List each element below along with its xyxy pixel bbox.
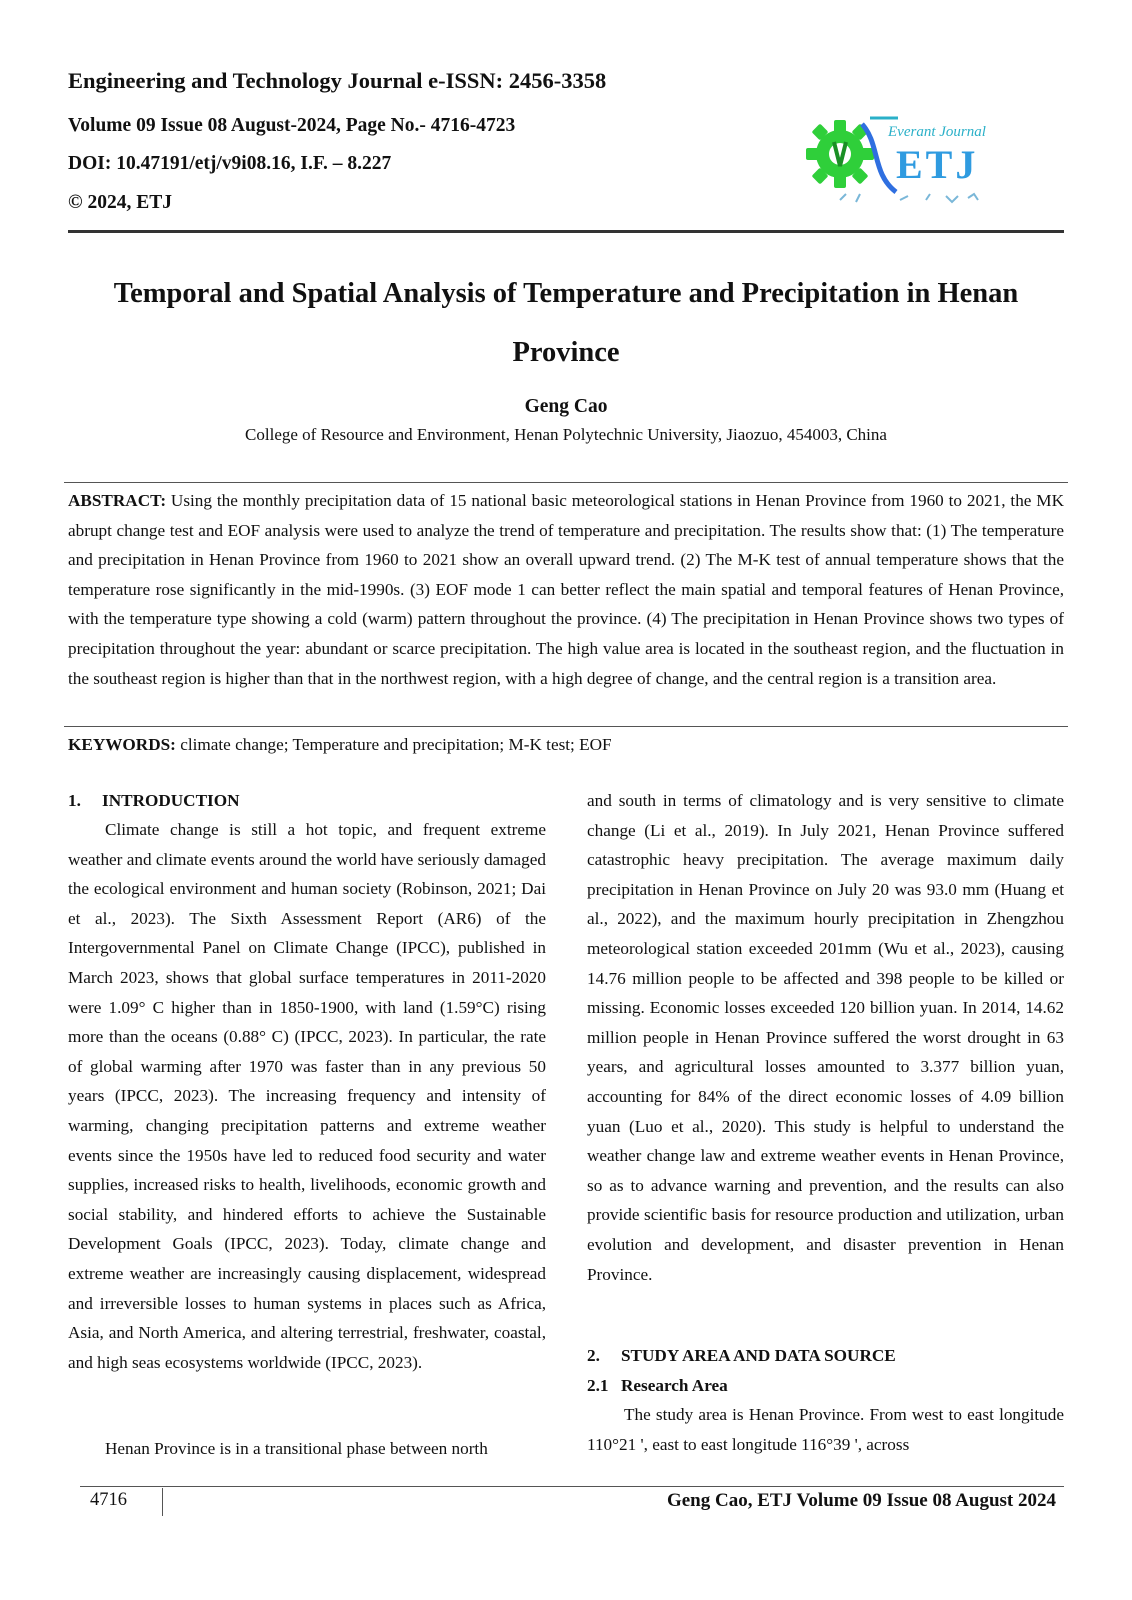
author-name: Geng Cao: [524, 396, 608, 417]
research-area-paragraph: The study area is Henan Province. From west to east longitude 110°21 ', east to east longitude 116°39 ', across: [587, 1405, 1064, 1454]
abstract-top-rule: [64, 482, 1068, 483]
subsection-heading-research-area: [587, 1371, 1064, 1401]
logo-letters: ETJ: [896, 142, 979, 187]
footer-separator: [162, 1488, 163, 1516]
issue-info: Volume 09 Issue 08 August-2024, Page No.- 4716-4723: [68, 115, 516, 136]
journal-logo: [800, 104, 1020, 212]
logo-top-text: Everant Journal: [888, 124, 986, 140]
intro-paragraph-2-continued: and south in terms of climatology and is very sensitive to climate change (Li et al., 2019). In July 2021, Henan Province suffered catastrophic heavy precipitation. The average maximum daily precipitation in Henan Province on July 20 was 93.0 mm (Huang et al., 2022), and the maximum hourly precipitation in Zhengzhou meteorological station exceeded 201mm (Wu et al., 2023), causing 14.76 million people to be affected and 398 people to be killed or missing. Economic losses exceeded 120 billion yuan. In 2014, 14.62 million people in Henan Province suffered the worst drought in 63 years, and agricultural losses amounted to 3.377 billion yuan, accounting for 84% of the direct economic losses of 4.09 billion yuan (Luo et al., 2020). This study is helpful to understand the weather change law and extreme weather events in Henan Province, so as to advance warning and prevention, and the results can also provide scientific basis for resource production and utilization, urban evolution and development, and disaster prevention in Henan Province.: [587, 791, 1064, 1284]
intro-paragraph-2: Henan Province is in a transitional phase between north: [105, 1439, 488, 1458]
footer-rule: [80, 1486, 1064, 1487]
keywords-label: KEYWORDS:: [68, 735, 176, 754]
section-heading-introduction: [68, 786, 546, 816]
keywords: [68, 730, 1064, 759]
abstract-text: Using the monthly precipitation data of 15 national basic meteorological stations in Henan Province from 1960 to 2021, the MK abrupt change test and EOF analysis were used to analyze the trend of temperature and precipitation. The results show that: (1) The temperature and precipitation in Henan Province from 1960 to 2021 show an overall upward trend. (2) The M-K test of annual temperature shows that the temperature rose significantly in the mid-1990s. (3) EOF mode 1 can better reflect the main spatial and temporal features of Henan Province, with the temperature type showing a cold (warm) pattern throughout the province. (4) The precipitation in Henan Province shows two types of precipitation throughout the year: abundant or scarce precipitation. The high value area is located in the southeast region, and the fluctuation in the southeast region is higher than that in the northwest region, with a high degree of change, and the central region is a transition area.: [68, 491, 1064, 688]
keywords-text: climate change; Temperature and precipitation; M-K test; EOF: [175, 735, 612, 754]
paper-title: Temporal and Spatial Analysis of Temperature and Precipitation in Henan Province: [113, 278, 1019, 368]
abstract-label: ABSTRACT:: [68, 491, 167, 510]
doi-info: DOI: 10.47191/etj/v9i08.16, I.F. – 8.227: [68, 153, 392, 174]
abstract-bottom-rule: [64, 726, 1068, 727]
section-title: INTRODUCTION: [102, 791, 240, 810]
copyright: © 2024, ETJ: [68, 192, 172, 213]
section-title: STUDY AREA AND DATA SOURCE: [621, 1346, 896, 1365]
footer-citation: Geng Cao, ETJ Volume 09 Issue 08 August 2024: [666, 1490, 1056, 1511]
section-number: 1.: [68, 791, 81, 810]
abstract: [68, 486, 1064, 693]
header-rule: [68, 230, 1064, 233]
section-heading-study-area: [587, 1341, 1064, 1371]
journal-name: Engineering and Technology Journal e-ISSN: 2456-3358: [68, 68, 607, 93]
intro-paragraph-1: Climate change is still a hot topic, and frequent extreme weather and climate events around the world have seriously damaged the ecological environment and human society (Robinson, 2021; Dai et al., 2023). The Sixth Assessment Report (AR6) of the Intergovernmental Panel on Climate Change (IPCC), published in March 2023, shows that global surface temperatures in 2011-2020 were 1.09° C higher than in 1850-1900, with land (1.59°C) rising more than the oceans (0.88° C) (IPCC, 2023). In particular, the rate of global warming after 1970 was faster than in any previous 50 years (IPCC, 2023). The increasing frequency and intensity of warming, changing precipitation patterns and extreme weather events since the 1950s have led to reduced food security and water supplies, increased risks to health, livelihoods, economic growth and social stability, and hindered efforts to achieve the Sustainable Development Goals (IPCC, 2023). Today, climate change and extreme weather are increasingly causing displacement, widespread and irreversible losses to human systems in places such as Africa, Asia, and North America, and altering terrestrial, freshwater, coastal, and high seas ecosystems worldwide (IPCC, 2023).: [68, 820, 546, 1372]
page-number: 4716: [90, 1490, 127, 1510]
subsection-number: 2.1: [587, 1376, 609, 1395]
section-number: 2.: [587, 1346, 600, 1365]
author-affiliation: College of Resource and Environment, Henan Polytechnic University, Jiaozuo, 454003, China: [245, 425, 887, 444]
subsection-title: Research Area: [621, 1376, 728, 1395]
